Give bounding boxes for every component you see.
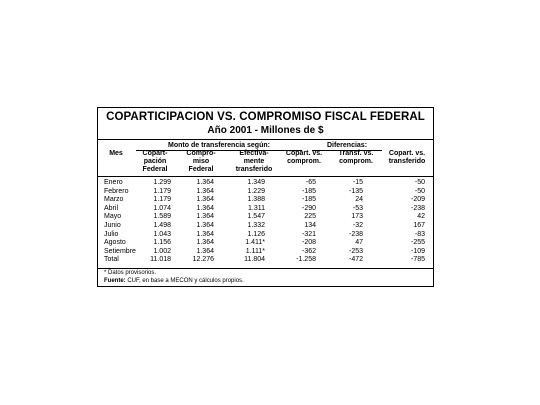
cell-d1: -208	[301, 239, 316, 247]
cell-mes: Febrero	[104, 187, 129, 195]
cell-d1: -65	[305, 179, 316, 186]
col-header-mes: Mes	[109, 150, 123, 157]
cell-d3: -785	[410, 256, 425, 264]
cell-d1: -185	[301, 196, 316, 204]
cell-d2: 47	[355, 239, 363, 247]
footnote-provisional: * Datos provisorios.	[104, 270, 157, 276]
table-subtitle: Año 2001 - Millones de $	[207, 125, 324, 136]
cell-d1: -362	[301, 247, 316, 255]
group-header-diferencias: Diferencias:	[312, 142, 382, 151]
cell-d2: -15	[352, 179, 363, 186]
table-row	[98, 256, 433, 265]
cell-d2: -472	[348, 256, 363, 264]
cell-d3: 42	[417, 213, 425, 221]
cell-d2: -32	[352, 222, 363, 229]
cell-d3: -83	[414, 230, 425, 238]
table-row	[98, 213, 433, 222]
cell-mes: Mayo	[104, 213, 122, 221]
cell-d3: -238	[410, 204, 425, 212]
col-header-transf-vs-comprom: Transf. vs. comprom.	[338, 150, 374, 166]
cell-mes: Enero	[104, 179, 123, 186]
col-header-copart-vs-transferido: Copart. vs. transferido	[388, 150, 426, 166]
table-panel	[97, 107, 434, 287]
cell-efectivo: 1.388	[247, 196, 265, 204]
cell-d1: -1.258	[296, 256, 316, 264]
cell-copart: 1.179	[153, 196, 171, 204]
cell-d3: -209	[410, 196, 425, 204]
title-rule	[98, 139, 433, 140]
table-row	[98, 239, 433, 248]
cell-copart: 1.299	[153, 179, 171, 186]
cell-copart: 1.589	[153, 213, 171, 221]
cell-copart: 1.002	[153, 247, 171, 255]
cell-compromiso: 12.276	[192, 256, 214, 264]
cell-compromiso: 1.364	[196, 204, 214, 212]
cell-compromiso: 1.364	[196, 213, 214, 221]
footer-rule	[98, 268, 433, 269]
group-header-monto: Monto de transferencia según:	[136, 142, 302, 151]
table-row	[98, 205, 433, 214]
cell-efectivo: 1.126	[247, 230, 265, 238]
cell-compromiso: 1.364	[196, 230, 214, 238]
cell-d1: -290	[301, 204, 316, 212]
cell-compromiso: 1.364	[196, 196, 214, 204]
cell-d3: -109	[410, 247, 425, 255]
cell-mes: Setiembre	[104, 247, 136, 255]
cell-mes: Julio	[104, 230, 119, 238]
cell-d2: -135	[348, 187, 363, 195]
cell-copart: 11.018	[150, 256, 171, 264]
cell-efectivo: 1.349	[247, 179, 265, 186]
cell-d2: 24	[355, 196, 363, 204]
table-title: COPARTICIPACION VS. COMPROMISO FISCAL FEDERAL	[106, 111, 425, 123]
cell-compromiso: 1.364	[196, 247, 214, 255]
cell-d2: 173	[351, 213, 363, 221]
cell-d3: -50	[414, 187, 425, 195]
cell-efectivo: 1.229	[247, 187, 265, 195]
col-header-copart-vs-comprom: Copart. vs. comprom.	[285, 150, 323, 166]
cell-d2: -253	[348, 247, 363, 255]
cell-mes: Junio	[104, 222, 121, 229]
cell-mes: Abril	[104, 204, 119, 212]
table-row	[98, 188, 433, 197]
cell-compromiso: 1.364	[196, 187, 214, 195]
cell-efectivo: 1.332	[247, 222, 265, 229]
footnote-source: Fuente: CUF, en base a MECON y cálculos propios.	[104, 277, 244, 284]
cell-efectivo: 1.547	[247, 213, 265, 221]
cell-compromiso: 1.364	[196, 179, 214, 186]
cell-d3: 167	[413, 222, 425, 229]
cell-d3: -50	[414, 179, 425, 186]
cell-d1: 225	[304, 213, 316, 221]
cell-d1: -185	[301, 187, 316, 195]
cell-efectivo: 1.111*	[245, 247, 265, 255]
cell-d2: -238	[348, 230, 363, 238]
table-row	[98, 179, 433, 188]
table-row	[98, 248, 433, 257]
table-row	[98, 231, 433, 240]
cell-efectivo: 1.411*	[245, 239, 265, 247]
cell-copart: 1.498	[153, 222, 171, 229]
cell-d3: -255	[410, 239, 425, 247]
cell-copart: 1.043	[153, 230, 171, 238]
cell-efectivo: 11.804	[244, 256, 265, 264]
cell-compromiso: 1.364	[196, 222, 214, 229]
cell-copart: 1.179	[153, 187, 171, 195]
cell-d1: 134	[304, 222, 316, 229]
cell-efectivo: 1.311	[248, 204, 265, 212]
cell-copart: 1.156	[153, 239, 171, 247]
col-header-compromiso-federal: Compro- miso Federal	[186, 150, 216, 174]
cell-mes: Total	[104, 256, 119, 264]
cell-mes: Agosto	[104, 239, 126, 247]
col-header-copart-federal: Copart- pación Federal	[142, 150, 168, 174]
cell-d1: -321	[301, 230, 316, 238]
cell-copart: 1.074	[153, 204, 171, 212]
col-header-efectivamente: Efectiva- mente transferido	[235, 150, 273, 174]
table-row	[98, 222, 433, 231]
cell-compromiso: 1.364	[196, 239, 214, 247]
table-row	[98, 196, 433, 205]
header-rule	[98, 176, 433, 177]
cell-d2: -53	[352, 204, 363, 212]
cell-mes: Marzo	[104, 196, 124, 204]
